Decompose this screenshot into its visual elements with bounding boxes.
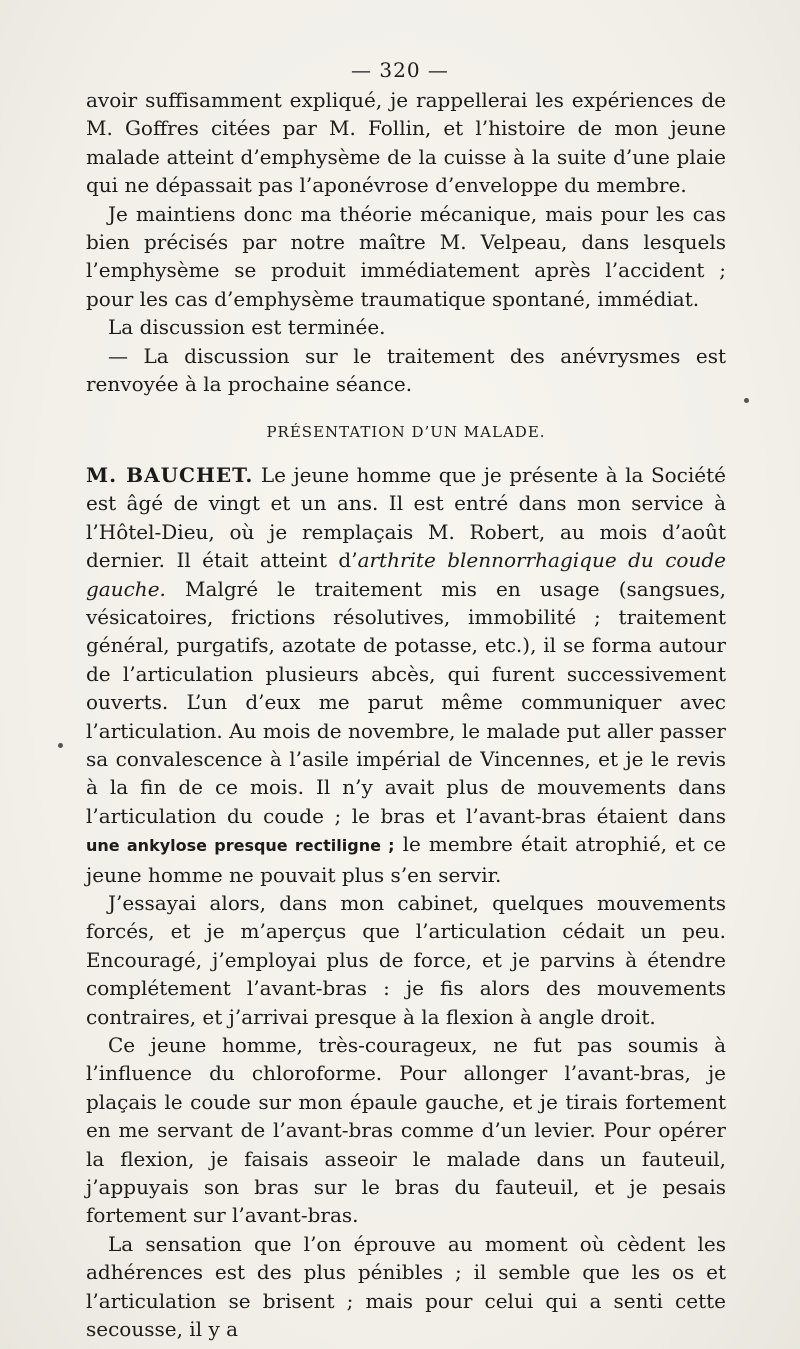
paragraph-5-part-b: Malgré le traitement mis en usage (sangsues, vésicatoires, frictions résolutives, immobilité ; traitement général, purgatifs, azotate de potasse, etc.), il se forma autour de l’articulation plusieurs abcès, qui furent successivement ouverts. L’un d’eux me parut même communiquer avec l’articulation. Au mois de novembre, le malade put aller passer sa convalescence à l’asile impérial de Vincennes, et je le revis à la fin de ce mois. Il n’y avait plus de mouvements dans l’articulation du coude ; le bras et l’avant-bras étaient dans — [86, 576, 726, 828]
paragraph-5-part-a: Le jeune homme que je présente à la Société est âgé de vingt et un ans. Il est entré dans mon service à l’Hôtel-Dieu, où je remplaçais M. Robert, au mois d’août dernier. Il était atteint d’ — [86, 462, 726, 573]
paragraph-7: Ce jeune homme, très-courageux, ne fut pas soumis à l’influence du chloroforme. Pour allonger l’avant-bras, je plaçais le coude sur mon épaule gauche, et je tirais fortement en me servant de l’avant-bras comme d’un levier. Pour opérer la flexion, je faisais asseoir le malade dans un fauteuil, j’appuyais son bras sur le bras du fauteuil, et je pesais fortement sur l’avant-bras. — [86, 1033, 726, 1228]
paragraph-2: Je maintiens donc ma théorie mécanique, mais pour les cas bien précisés par notre maître M. Velpeau, dans lesquels l’emphysème se produit immédiatement après l’accident ; pour les cas d’emphysème traumatique spontané, immédiat. — [86, 201, 726, 311]
paragraph-1: avoir suffisamment expliqué, je rappellerai les expériences de M. Goffres citées par M. Follin, et l’histoire de mon jeune malade atteint d’emphysème de la cuisse à la suite d’une plaie qui ne dépassait pas l’aponévrose d’enveloppe du membre. — [86, 88, 726, 198]
paragraph-5-italic: arthrite blennorrhagique du coude gauche. — [86, 548, 726, 601]
speaker-name: M. BAUCHET. — [86, 462, 254, 487]
paragraph-5-bold: une ankylose presque rectiligne ; — [86, 836, 395, 856]
paragraph-5-part-c: le membre était atrophié, et ce jeune homme ne pouvait plus s’en servir. — [86, 832, 726, 887]
paragraph-4: — La discussion sur le traitement des anévrysmes est renvoyée à la prochaine séance. — [86, 343, 726, 397]
paragraph-6: J’essayai alors, dans mon cabinet, quelques mouvements forcés, et je m’aperçus que l’articulation cédait un peu. Encouragé, j’employai plus de force, et je parvins à étendre complétement l’avant-bras : je fis alors des mouvements contraires, et j’arrivai presque à la flexion à angle droit. — [86, 890, 726, 1029]
paragraph-3: La discussion est terminée. — [108, 315, 386, 340]
paragraph-5 — [86, 461, 726, 889]
page-number: — 320 — — [351, 58, 449, 82]
margin-speck — [58, 743, 63, 748]
page-body — [86, 86, 726, 1343]
paragraph-8: La sensation que l’on éprouve au moment où cèdent les adhérences est des plus pénibles ; il semble que les os et l’articulation se brisent ; mais pour celui qui a senti cette secousse, il y a — [86, 1231, 726, 1342]
margin-speck — [744, 398, 749, 403]
section-heading: PRÉSENTATION D’UN MALADE. — [266, 423, 546, 442]
